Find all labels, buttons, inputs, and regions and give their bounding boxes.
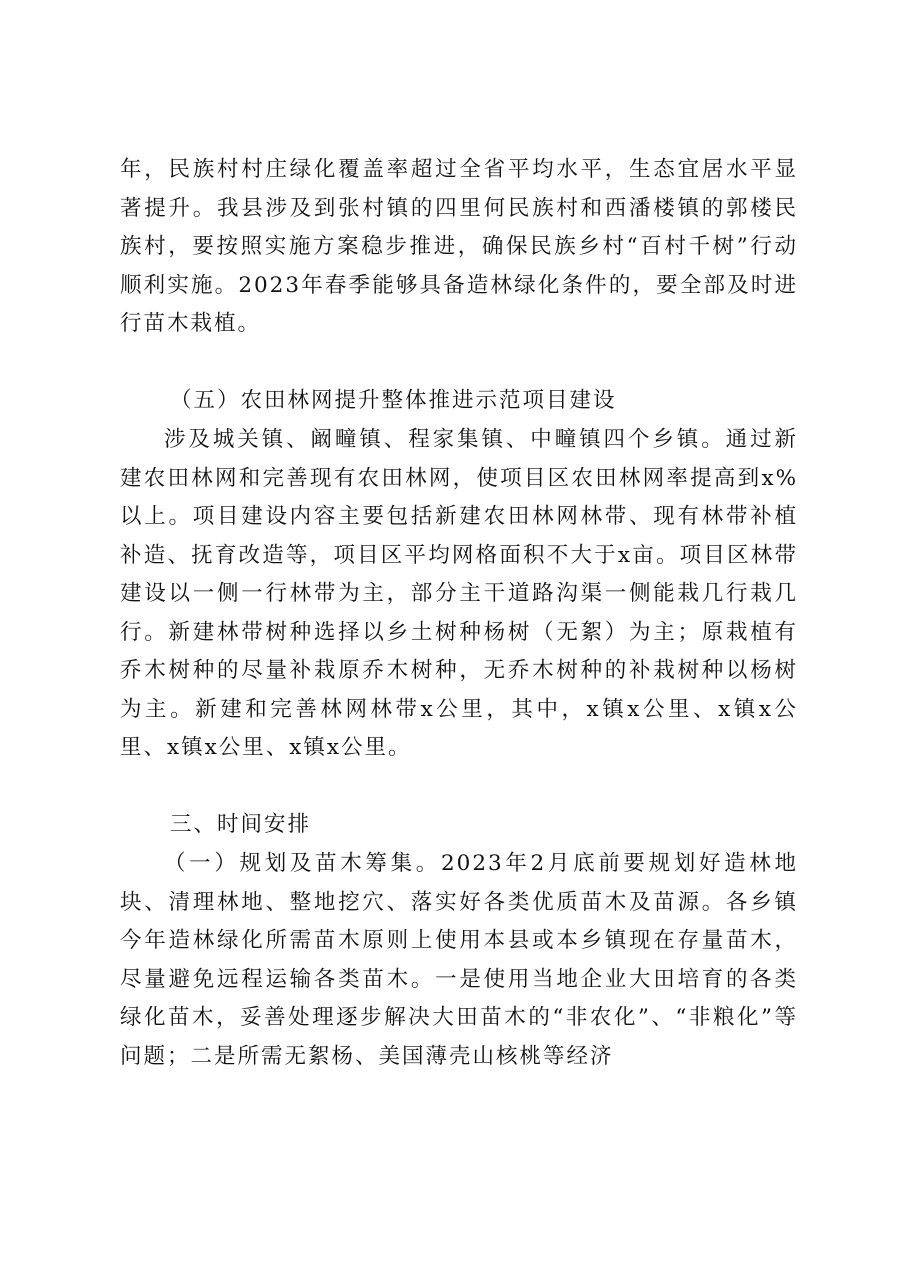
- section-heading-schedule: 三、时间安排: [170, 812, 312, 837]
- body-paragraph-planning-seedlings: （一）规划及苗木筹集。2023年2月底前要规划好造林地块、清理林地、整地挖穴、落实好各类优质苗木及苗源。各乡镇今年造林绿化所需苗木原则上使用本县或本乡镇现在存量苗木，尽量避免远程运输各类苗木。一是使用当地企业大田培育的各类绿化苗木，妥善处理逐步解决大田苗木的“非农化”、“非粮化”等问题；二是所需无絮杨、美国薄壳山核桃等经济: [120, 851, 798, 1069]
- body-paragraph-farmland-project: 涉及城关镇、阚疃镇、程家集镇、中疃镇四个乡镇。通过新建农田林网和完善现有农田林网，使项目区农田林网率提高到x%以上。项目建设内容主要包括新建农田林网林带、现有林带补植补造、抚育改造等，项目区平均网格面积不大于x亩。项目区林带建设以一侧一行林带为主，部分主干道路沟渠一侧能栽几行栽几行。新建林带树种选择以乡土树种杨树（无絮）为主；原栽植有乔木树种的尽量补栽原乔木树种，无乔木树种的补栽树种以杨树为主。新建和完善林网林带x公里，其中，x镇x公里、x镇x公里、x镇x公里、x镇x公里。: [120, 427, 798, 760]
- section-heading-farmland-forest-network: （五）农田林网提升整体推进示范项目建设: [170, 388, 617, 413]
- body-paragraph-continuation: 年，民族村村庄绿化覆盖率超过全省平均水平，生态宜居水平显著提升。我县涉及到张村镇的四里何民族村和西潘楼镇的郭楼民族村，要按照实施方案稳步推进，确保民族乡村“百村千树”行动顺利实施。2023年春季能够具备造林绿化条件的，要全部及时进行苗木栽植。: [120, 157, 798, 336]
